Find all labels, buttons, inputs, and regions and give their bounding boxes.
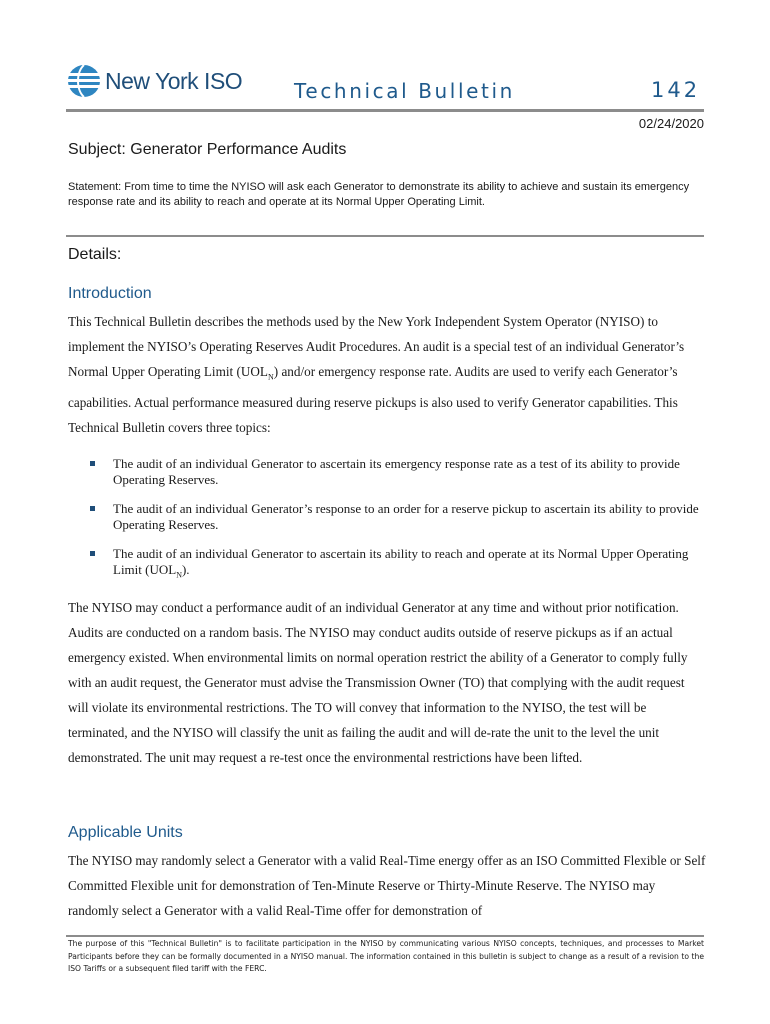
statement-divider xyxy=(66,235,704,237)
uol-subscript: N xyxy=(267,372,274,382)
nyiso-logo xyxy=(67,64,242,98)
footer-disclaimer: The purpose of this "Technical Bulletin" is to facilitate participation in the NYISO by communicating various NYISO concepts, techniques, and processes to Market Participants before they can be formally documented in a NYISO manual. The information contained in this bulletin is subject to change as a result of a revision to the ISO Tariffs or a subsequent filed tariff with the FERC. xyxy=(68,939,704,973)
applicable-units-paragraph: The NYISO may randomly select a Generator with a valid Real-Time energy offer as an ISO Committed Flexible or Self Committed Flexible unit for demonstration of Ten-Minute Reserve or Thirty-Minute Reserve. The NYISO may randomly select a Generator with a valid Real-Time offer for demonstration of xyxy=(68,853,706,918)
list-item xyxy=(90,501,710,533)
intro-para1-text-b: ) and/or emergency response rate. Audits are used to verify each Generator’s capabilities. Actual performance measured during reserve pickups is also used to verify Generator capabilities. This Technical Bulletin covers three topics: xyxy=(68,364,678,435)
topic-text-b: ). xyxy=(181,562,190,577)
bullet-icon xyxy=(90,506,95,511)
intro-para1-text-a: This Technical Bulletin describes the methods used by the New York Independent System Operator (NYISO) to implement the NYISO’s Operating Reserves Audit Procedures. An audit is a special test of an individual Generator’s Normal Upper Operating Limit (UOL xyxy=(68,314,685,379)
statement-text: Statement: From time to time the NYISO will ask each Generator to demonstrate its ability to achieve and sustain its emergency response rate and its ability to reach and operate at its Normal Upper Operating Limit. xyxy=(68,181,690,208)
bullet-icon xyxy=(90,551,95,556)
introduction-paragraph-2: The NYISO may conduct a performance audit of an individual Generator at any time and without prior notification. Audits are conducted on a random basis. The NYISO may conduct audits outside of reserve pickups as if an actual emergency existed. When environmental limits on normal operation restrict the ability of a Generator to comply fully with an audit request, the Generator must advise the Transmission Owner (TO) that complying with the audit request will violate its environmental restrictions. The TO will convey that information to the NYISO, the test will be terminated, and the NYISO will classify the unit as failing the audit and will de-rate the unit to the level the unit demonstrated. The unit may request a re-test once the environmental restrictions have been lifted. xyxy=(68,600,688,765)
details-heading: Details: xyxy=(68,246,122,263)
header-divider xyxy=(66,109,704,112)
applicable-units-heading: Applicable Units xyxy=(68,824,183,841)
logo-wordmark: New York ISO xyxy=(105,67,243,94)
topic-text: The audit of an individual Generator’s response to an order for a reserve pickup to ascertain its ability to provide Operating Reserves. xyxy=(113,501,699,532)
list-item xyxy=(90,546,710,584)
bulletin-date: 02/24/2020 xyxy=(638,116,704,131)
topics-list xyxy=(90,456,710,597)
topic-text: The audit of an individual Generator to ascertain its emergency response rate as a test of its ability to provide Operating Reserves. xyxy=(113,456,680,487)
subject-line: Subject: Generator Performance Audits xyxy=(68,141,347,158)
introduction-heading: Introduction xyxy=(68,285,152,302)
topic-text-a: The audit of an individual Generator to ascertain its ability to reach and operate at its Normal Upper Operating Limit (UOL xyxy=(113,546,689,577)
uol-subscript: N xyxy=(176,570,182,580)
nyiso-globe-icon xyxy=(67,64,101,98)
bulletin-title: Technical Bulletin xyxy=(294,79,515,103)
bullet-icon xyxy=(90,461,95,466)
bulletin-number: 142 xyxy=(651,78,701,102)
footer-divider xyxy=(66,935,704,937)
list-item xyxy=(90,456,710,488)
introduction-paragraph-1 xyxy=(68,309,708,440)
